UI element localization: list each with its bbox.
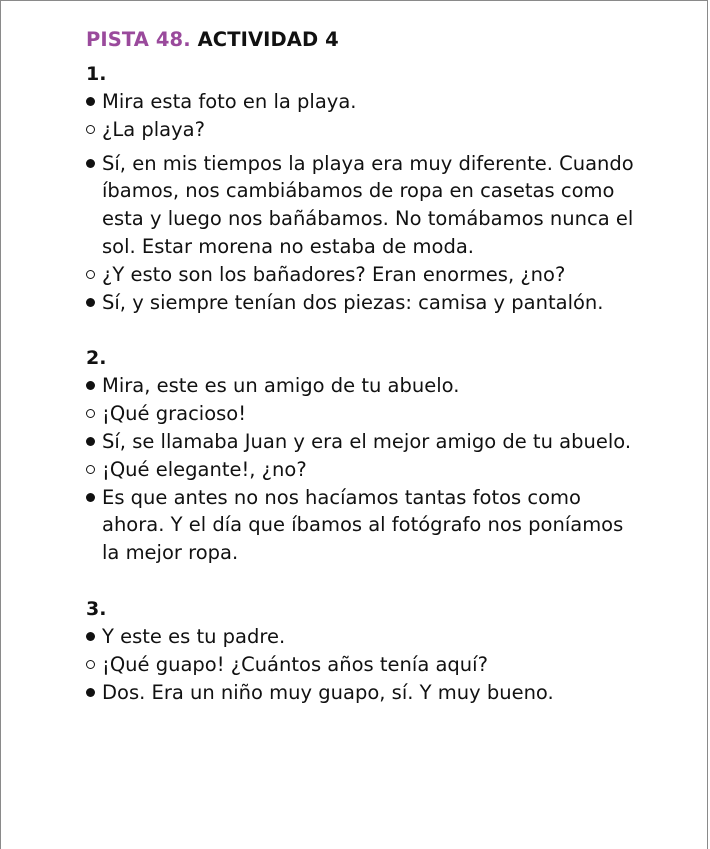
line-text: Sí, y siempre tenían dos piezas: camisa y pantalón. <box>102 290 604 314</box>
speaker-b-bullet-icon <box>86 409 95 418</box>
line-text: Mira esta foto en la playa. <box>102 90 357 113</box>
page-title <box>86 26 646 54</box>
dialogue-line <box>86 289 646 317</box>
speaker-b-bullet-icon <box>86 270 95 279</box>
line-text: Es que antes no nos hacíamos tantas fotos como ahora. Y el día que íbamos al fotógrafo nos poníamos la mejor ropa. <box>102 485 624 565</box>
speaker-b-bullet-icon <box>86 465 95 474</box>
dialogue-section-1 <box>86 60 646 316</box>
line-text: Sí, se llamaba Juan y era el mejor amigo de tu abuelo. <box>102 429 632 453</box>
section-number: 2. <box>86 347 107 370</box>
line-text: Dos. Era un niño muy guapo, sí. Y muy bueno. <box>102 680 554 704</box>
line-text: Sí, en mis tiempos la playa era muy diferente. Cuando íbamos, nos cambiábamos de ropa en casetas como esta y luego nos bañábamos. No tomábamos nunca el sol. Estar morena no estaba de moda. <box>102 151 634 258</box>
line-text: Y este es tu padre. <box>102 624 286 648</box>
dialogue-line <box>86 116 646 144</box>
line-text: ¡Qué gracioso! <box>102 402 247 426</box>
dialogue-line <box>86 484 646 567</box>
transcript <box>86 26 646 706</box>
line-text: ¿Y esto son los bañadores? Eran enormes, ¿no? <box>102 262 566 286</box>
speaker-a-bullet-icon <box>86 493 95 502</box>
track-label: PISTA 48. <box>86 28 191 51</box>
line-text: ¿La playa? <box>102 117 205 141</box>
dialogue-line <box>86 679 646 707</box>
dialogue-line <box>86 428 646 456</box>
line-text: ¡Qué guapo! ¿Cuántos años tenía aquí? <box>102 652 488 676</box>
dialogue-line <box>86 88 646 116</box>
speaker-a-bullet-icon <box>86 298 95 307</box>
speaker-a-bullet-icon <box>86 437 95 446</box>
speaker-a-bullet-icon <box>86 381 95 390</box>
dialogue-line <box>86 456 646 484</box>
speaker-a-bullet-icon <box>86 632 95 641</box>
dialogue-lines <box>86 623 646 706</box>
section-number: 3. <box>86 597 107 620</box>
speaker-a-bullet-icon <box>86 688 95 697</box>
line-text: ¡Qué elegante!, ¿no? <box>102 457 307 481</box>
line-text: Mira, este es un amigo de tu abuelo. <box>102 374 460 398</box>
dialogue-line <box>86 651 646 679</box>
dialogue-lines <box>86 372 646 567</box>
dialogue-line <box>86 150 646 261</box>
dialogue-line <box>86 372 646 400</box>
speaker-a-bullet-icon <box>86 159 95 168</box>
dialogue-section-3 <box>86 595 646 706</box>
speaker-b-bullet-icon <box>86 660 95 669</box>
dialogue-line <box>86 623 646 651</box>
section-number: 1. <box>86 63 107 85</box>
speaker-b-bullet-icon <box>86 125 95 134</box>
speaker-a-bullet-icon <box>86 97 95 106</box>
dialogue-line <box>86 261 646 289</box>
activity-label: ACTIVIDAD 4 <box>197 28 339 51</box>
dialogue-lines <box>86 88 646 316</box>
dialogue-section-2 <box>86 344 646 567</box>
dialogue-line <box>86 400 646 428</box>
